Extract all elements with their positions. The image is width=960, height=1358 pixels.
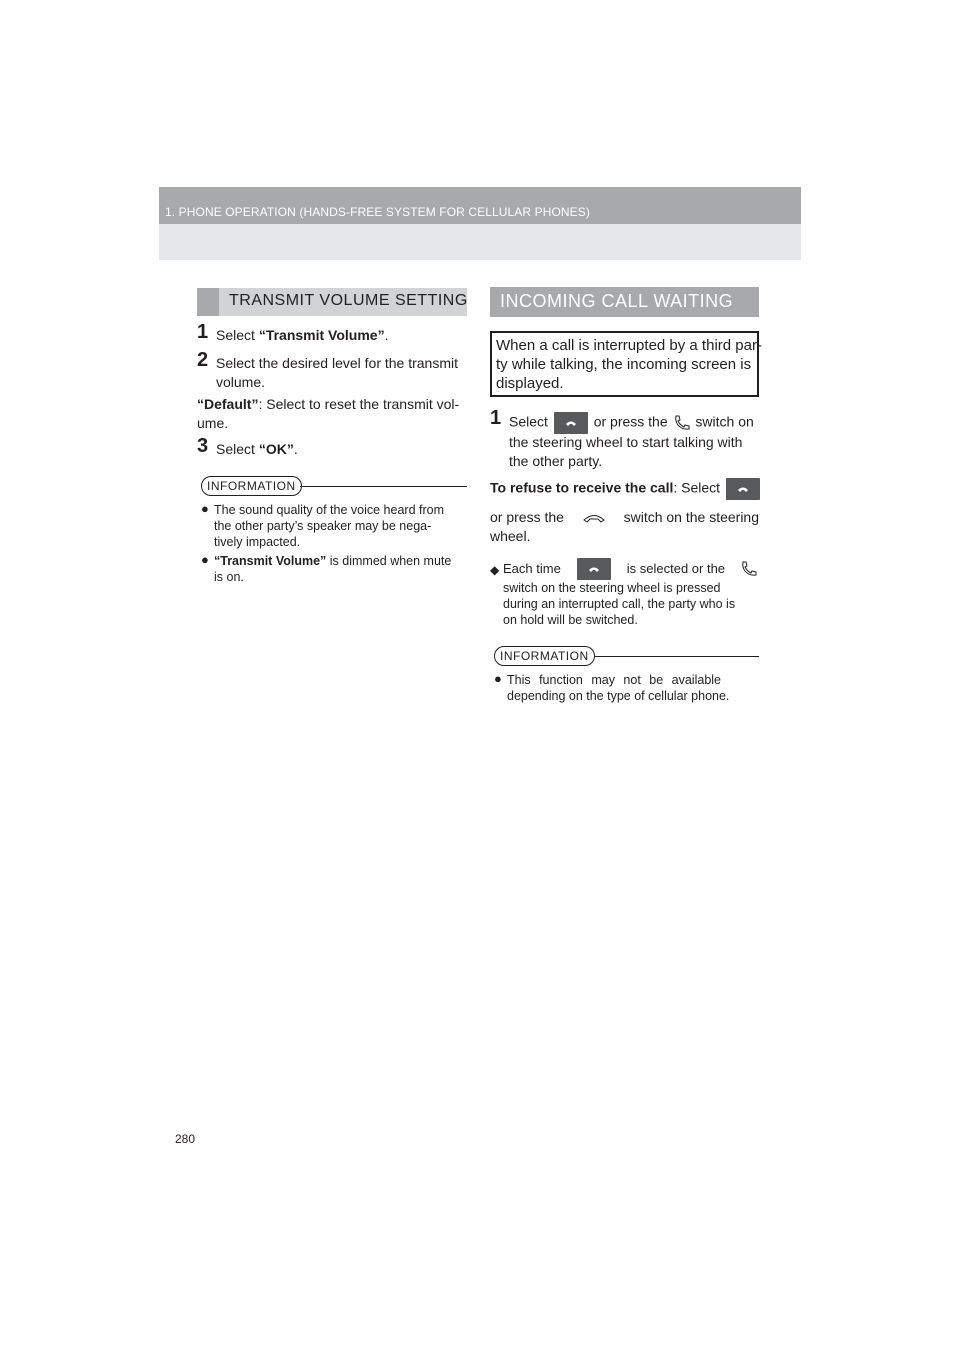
intro-text-line3: displayed. xyxy=(496,375,564,392)
default-text-line2: ume. xyxy=(197,415,229,431)
step-text: Select xyxy=(216,441,259,457)
bullet-dot-icon: ● xyxy=(494,671,502,686)
bullet-dot-icon: ● xyxy=(201,501,209,516)
info-label: INFORMATION xyxy=(494,646,595,666)
step-number: 3 xyxy=(197,435,209,457)
answer-call-button-icon xyxy=(554,412,588,434)
refuse-text-line3: wheel. xyxy=(490,528,531,544)
running-header xyxy=(159,187,801,224)
info-text: is dimmed when mute xyxy=(326,554,452,568)
refuse-text-line2: or press the xyxy=(490,509,564,525)
step-bold: “OK” xyxy=(258,441,294,457)
note-text-line3: during an interrupted call, the party who is xyxy=(503,597,736,611)
section-title: TRANSMIT VOLUME SETTING xyxy=(229,292,468,309)
phone-switch-icon xyxy=(739,561,759,577)
note-text-line4: on hold will be switched. xyxy=(503,613,638,627)
step-number: 1 xyxy=(197,321,209,343)
step-bold: “Transmit Volume” xyxy=(258,327,385,343)
right-info-item xyxy=(494,672,753,706)
default-text: : Select to reset the transmit vol- xyxy=(258,396,460,412)
info-text-line2: the other party’s speaker may be nega- xyxy=(214,519,432,533)
note-text-line2: switch on the steering wheel is pressed xyxy=(503,581,721,595)
reject-call-button-icon xyxy=(726,478,760,500)
step-number: 2 xyxy=(197,349,209,371)
step-text: Select the desired level for the transmit xyxy=(216,355,459,371)
info-text-line2: depending on the type of cellular phone. xyxy=(507,689,730,703)
refuse-bold: To refuse to receive the call xyxy=(490,479,674,496)
refuse-text: : Select xyxy=(673,479,721,496)
note-text-mid: is selected or the xyxy=(626,561,726,576)
info-text-line2: is on. xyxy=(214,570,244,584)
step-text: Select xyxy=(509,413,548,430)
section-bar-transmit-volume xyxy=(197,288,467,316)
section-tab xyxy=(197,288,219,316)
call-waiting-step-1 xyxy=(490,407,759,470)
each-time-note xyxy=(490,558,759,630)
info-text: This function may not be available xyxy=(507,673,721,687)
step-text-mid: or press the xyxy=(593,413,668,430)
call-waiting-intro-box xyxy=(490,331,762,397)
info-item-1 xyxy=(201,502,466,552)
info-rule xyxy=(300,486,467,487)
step-text-line2: volume. xyxy=(216,374,266,390)
default-description xyxy=(197,395,467,433)
page-number: 280 xyxy=(175,1132,196,1146)
header-band xyxy=(159,224,801,260)
running-header-title: 1. PHONE OPERATION (HANDS-FREE SYSTEM FOR CELLULAR PHONES) xyxy=(165,205,590,219)
info-bold: “Transmit Volume” xyxy=(214,554,327,568)
info-text: The sound quality of the voice heard from xyxy=(214,503,444,517)
phone-switch-icon xyxy=(672,415,692,431)
step-text-end: . xyxy=(293,441,298,457)
step-text-line3: the other party. xyxy=(509,453,603,469)
intro-text: When a call is interrupted by a third par- xyxy=(496,337,762,354)
hang-up-switch-icon xyxy=(582,512,606,524)
diamond-bullet-icon: ◆ xyxy=(490,563,500,577)
step-number: 1 xyxy=(490,407,502,429)
step-text-end: . xyxy=(384,327,389,343)
section-title: INCOMING CALL WAITING xyxy=(500,291,734,311)
step-text-line2: the steering wheel to start talking with xyxy=(509,434,743,450)
refuse-text-line2-end: switch on the steering xyxy=(623,509,759,525)
info-rule xyxy=(595,656,759,657)
bullet-dot-icon: ● xyxy=(201,552,209,567)
answer-call-button-icon xyxy=(577,558,611,580)
info-label: INFORMATION xyxy=(201,476,302,496)
step-2 xyxy=(197,349,467,394)
note-text: Each time xyxy=(503,561,561,576)
info-item-2 xyxy=(201,553,466,587)
step-text: Select xyxy=(216,327,259,343)
intro-text-line2: ty while talking, the incoming screen is xyxy=(496,356,752,373)
refuse-call-instruction xyxy=(490,478,759,546)
section-bar-incoming-call xyxy=(490,287,759,317)
info-text-line3: tively impacted. xyxy=(214,535,301,549)
default-bold: “Default” xyxy=(197,396,259,412)
step-text-end: switch on xyxy=(695,413,754,430)
